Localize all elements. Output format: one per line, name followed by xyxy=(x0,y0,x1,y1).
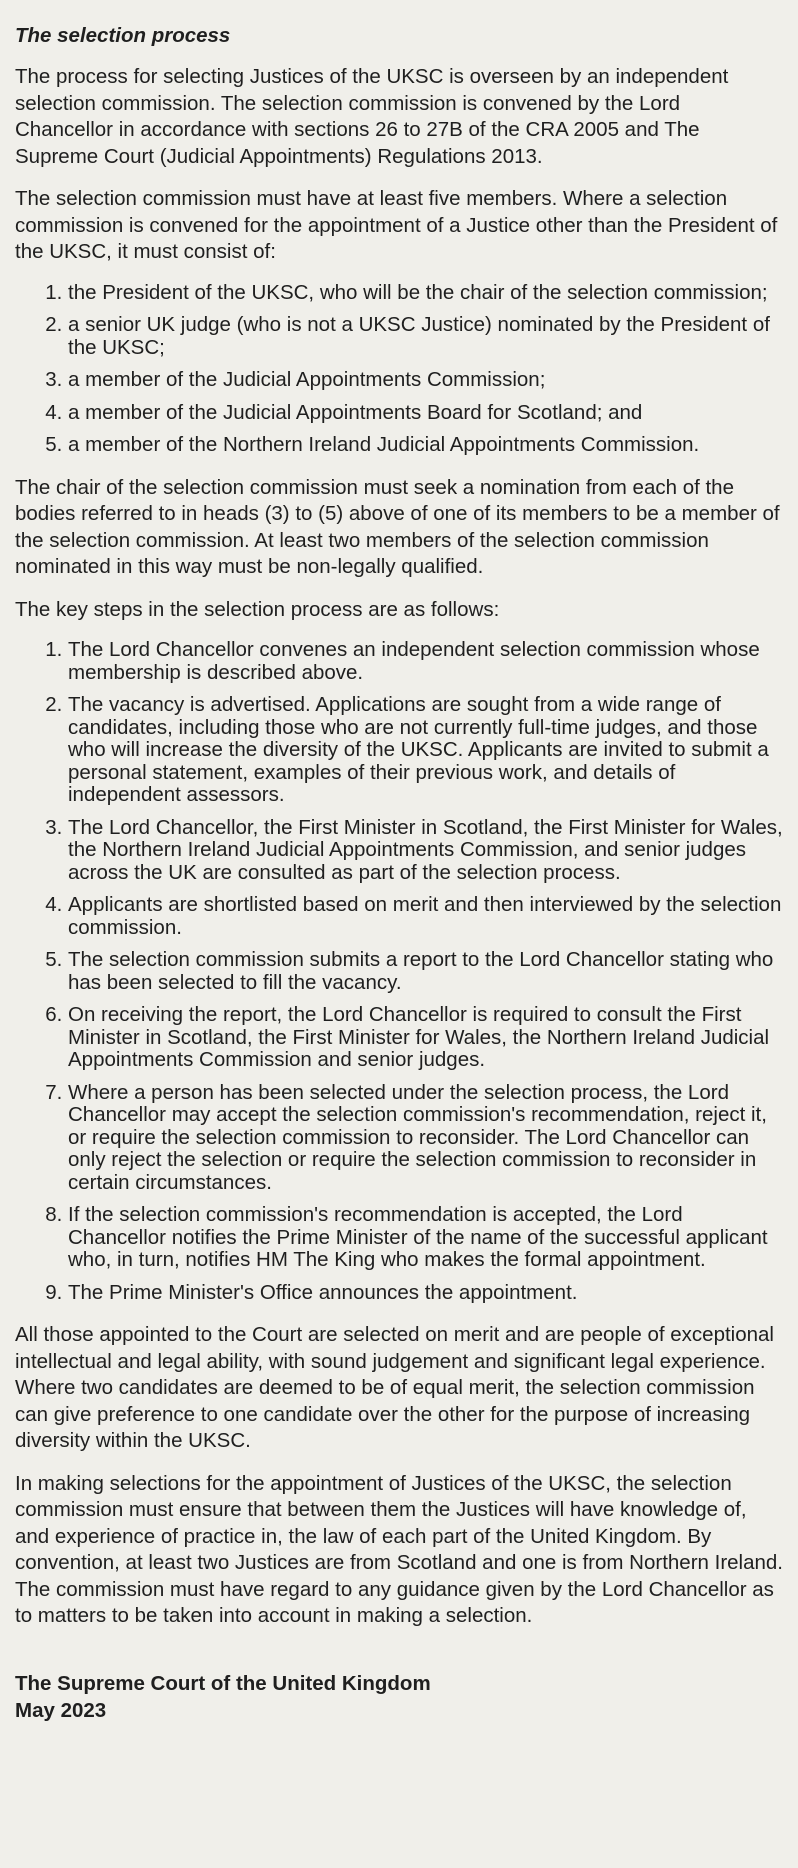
list-item: 4. a member of the Judicial Appointments Board for Scotland; and xyxy=(68,402,783,425)
intro-paragraph: The process for selecting Justices of the UKSC is overseen by an independent selection commission. The selection commission is convened by the Lord Chancellor in accordance with sections 26 to 27B of the CRA 2005 and The Supreme Court (Judicial Appointments) Regulations 2013. xyxy=(15,65,729,168)
steps-intro-paragraph: The key steps in the selection process are as follows: xyxy=(15,597,500,621)
section-heading: The selection process xyxy=(15,24,231,47)
list-item: 1. The Lord Chancellor convenes an independent selection commission whose membership is described above. xyxy=(68,639,783,684)
publication-date: May 2023 xyxy=(15,1698,107,1722)
list-item: 3. a member of the Judicial Appointments Commission; xyxy=(68,369,783,392)
organisation-name: The Supreme Court of the United Kingdom xyxy=(15,1671,431,1695)
list-item: 4. Applicants are shortlisted based on merit and then interviewed by the selection commission. xyxy=(68,894,783,939)
membership-intro-paragraph: The selection commission must have at least five members. Where a selection commission is convened for the appointment of a Justice other than the President of the UKSC, it must consist of: xyxy=(15,187,778,263)
list-item: 1. the President of the UKSC, who will be the chair of the selection commission; xyxy=(68,282,783,305)
list-item: 3. The Lord Chancellor, the First Minister in Scotland, the First Minister for Wales, the Northern Ireland Judicial Appointments Commission, and senior judges across the UK are consulted as part of the selection process. xyxy=(68,817,783,885)
list-item: 2. The vacancy is advertised. Applications are sought from a wide range of candidates, including those who are not currently full-time judges, and those who will increase the diversity of the UKSC. Applicants are invited to submit a personal statement, examples of their previous work, and details of independent assessors. xyxy=(68,694,783,807)
list-item: 5. a member of the Northern Ireland Judicial Appointments Commission. xyxy=(68,434,783,457)
merit-paragraph: All those appointed to the Court are selected on merit and are people of exceptional intellectual and legal ability, with sound judgement and significant legal experience. Where two candidates are deemed to be of equal merit, the selection commission can give preference to one candidate over the other for the purpose of increasing diversity within the UKSC. xyxy=(15,1323,774,1452)
document-footer xyxy=(15,1670,783,1724)
steps-list xyxy=(15,639,783,1304)
list-item: 2. a senior UK judge (who is not a UKSC Justice) nominated by the President of the UKSC; xyxy=(68,314,783,359)
list-item: 6. On receiving the report, the Lord Chancellor is required to consult the First Minister in Scotland, the First Minister for Wales, the Northern Ireland Judicial Appointments Commission and senior judges. xyxy=(68,1004,783,1072)
knowledge-paragraph: In making selections for the appointment of Justices of the UKSC, the selection commission must ensure that between them the Justices will have knowledge of, and experience of practice in, the law of each part of the United Kingdom. By convention, at least two Justices are from Scotland and one is from Northern Ireland. The commission must have regard to any guidance given by the Lord Chancellor as to matters to be taken into account in making a selection. xyxy=(15,1471,783,1627)
list-item: 8. If the selection commission's recommendation is accepted, the Lord Chancellor notifies the Prime Minister of the name of the successful applicant who, in turn, notifies HM The King who makes the formal appointment. xyxy=(68,1204,783,1272)
members-list xyxy=(15,282,783,457)
list-item: 5. The selection commission submits a report to the Lord Chancellor stating who has been selected to fill the vacancy. xyxy=(68,949,783,994)
list-item: 9. The Prime Minister's Office announces the appointment. xyxy=(68,1282,783,1305)
nomination-paragraph: The chair of the selection commission must seek a nomination from each of the bodies referred to in heads (3) to (5) above of one of its members to be a member of the selection commission. At least two members of the selection commission nominated in this way must be non-legally qualified. xyxy=(15,475,780,578)
list-item: 7. Where a person has been selected under the selection process, the Lord Chancellor may accept the selection commission's recommendation, reject it, or require the selection commission to reconsider. The Lord Chancellor can only reject the selection or require the selection commission to reconsider in certain circumstances. xyxy=(68,1082,783,1195)
